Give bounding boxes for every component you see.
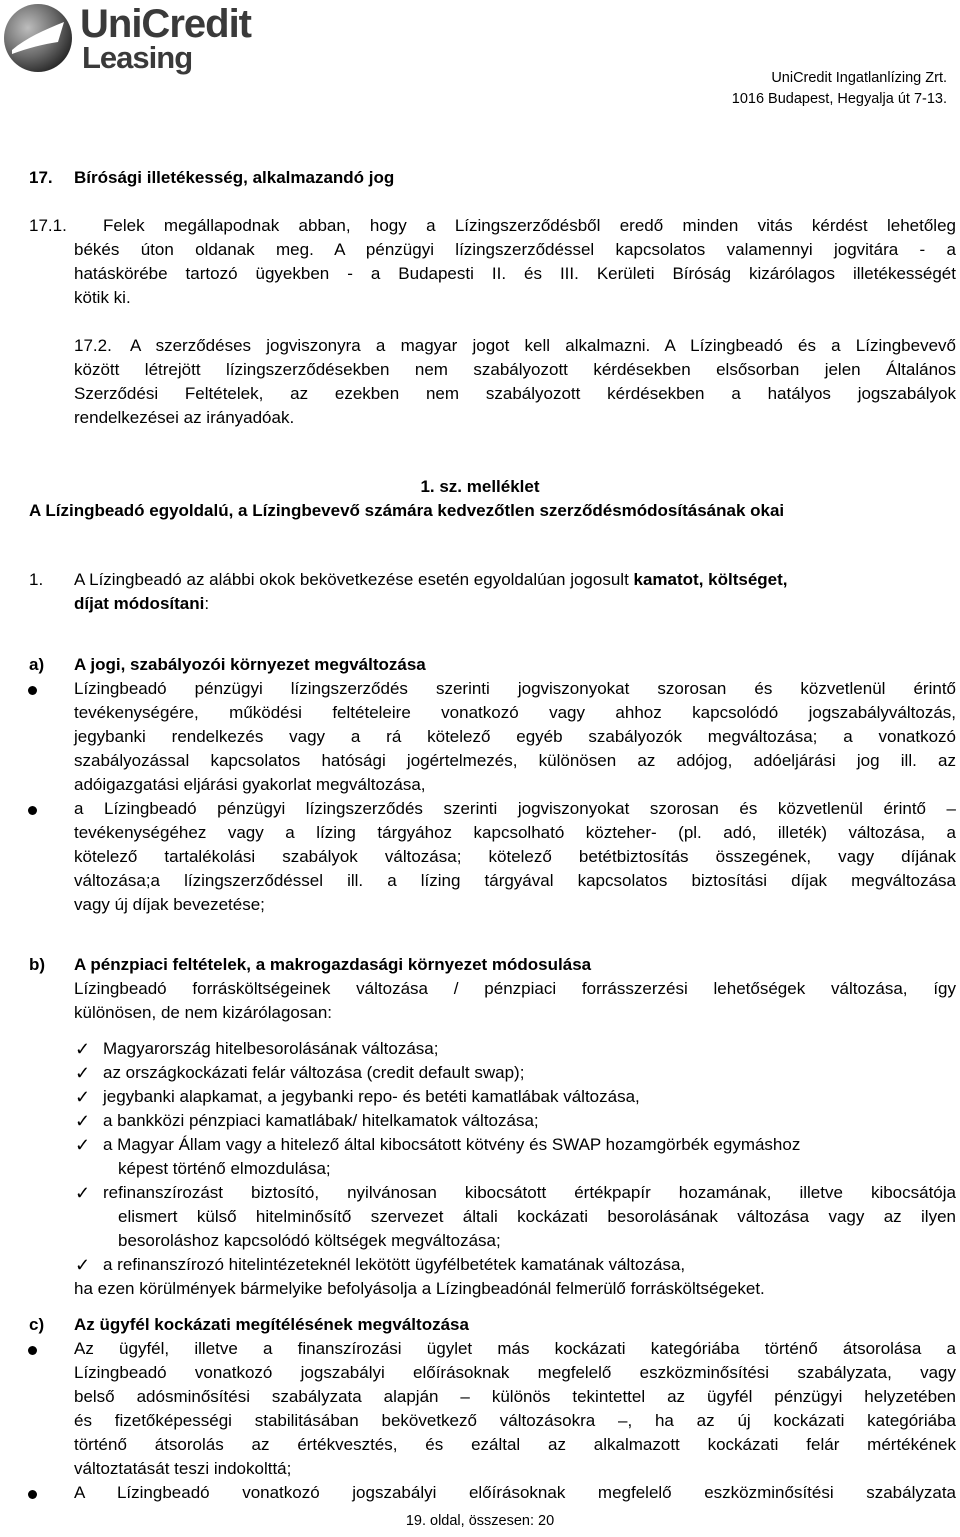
- section-a-bullet2-line: a Lízingbeadó pénzügyi lízingszerződés szerinti jogviszonyokat szorosan és közvetlenül érintő –: [74, 799, 956, 818]
- section-a-bullet2-line: kötelező tartalékolási szabályok változása; kötelező betétbiztosítás összegének, vagy díjának: [74, 847, 956, 866]
- logo-unicredit: UniCredit: [80, 2, 251, 46]
- section-b-list-item: a Magyar Állam vagy a hitelező által kibocsátott kötvény és SWAP hozamgörbék egymáshoz: [103, 1135, 801, 1154]
- company-header: [732, 68, 947, 110]
- paragraph-17-1-number: 17.1.: [29, 216, 67, 235]
- bullet-icon: [28, 806, 37, 815]
- paragraph-17-2-line: rendelkezései az irányadóak.: [74, 408, 295, 427]
- section-b-list-item: jegybanki alapkamat, a jegybanki repo- és betéti kamatlábak változása,: [103, 1087, 640, 1106]
- item-1-number: 1.: [29, 570, 44, 589]
- section-17-number: 17.: [29, 168, 53, 187]
- checkmark-icon: ✓: [75, 1111, 91, 1131]
- bullet-icon: [28, 686, 37, 695]
- paragraph-17-2-number: 17.2.: [74, 336, 112, 355]
- logo-leasing: Leasing: [82, 40, 193, 75]
- section-a-bullet1-line: szabályozással kapcsolatos hatósági jogértelmezés, különösen az adójog, adóeljárási jog ill. az: [74, 751, 956, 770]
- section-c-label: c): [29, 1315, 45, 1334]
- section-b-intro-line: különösen, de nem kizárólagosan:: [74, 1003, 332, 1022]
- section-c-title: Az ügyfél kockázati megítélésének megváltozása: [74, 1315, 469, 1334]
- section-c-bullet1-line: Lízingbeadó vonatkozó jogszabályi előírásoknak megfelelő eszközminősítési szabályzata, vagy: [74, 1363, 956, 1382]
- section-17-title: Bírósági illetékesség, alkalmazandó jog: [74, 168, 395, 187]
- paragraph-17-2-line: A szerződéses jogviszonyra a magyar jogot kell alkalmazni. A Lízingbeadó és a Lízingbevevő: [130, 336, 956, 355]
- section-a-title: A jogi, szabályozói környezet megváltozása: [74, 655, 426, 674]
- checkmark-icon: ✓: [75, 1183, 91, 1203]
- section-c-bullet1-line: történő átsorolás az értékvesztés, és ezáltal az alkalmazott kockázati felár mértékének: [74, 1435, 956, 1454]
- section-b-list-item: a bankközi pénzpiaci kamatlábak/ hitelkamatok változása;: [103, 1111, 539, 1130]
- paragraph-17-1-line: hatáskörébe tartozó ügyekben - a Budapesti II. és III. Kerületi Bíróság kizárólagos illetékességét: [74, 264, 956, 283]
- logo-sphere-icon: [2, 2, 74, 74]
- section-b-list-item-cont: elismert külső hitelminősítő szervezet általi kockázati besorolásának változása vagy az ilyen: [118, 1207, 956, 1226]
- section-b-list-item: a refinanszírozó hitelintézeteknél lekötött ügyfélbetétek kamatának változása,: [103, 1255, 686, 1274]
- section-b-list-item: Magyarország hitelbesorolásának változása;: [103, 1039, 439, 1058]
- paragraph-17-2-line: között létrejött lízingszerződésekben nem szabályozott kérdésekben elsősorban jelen Általános: [74, 360, 956, 379]
- section-b-list-item-cont: besoroláshoz kapcsolódó költségek megváltozása;: [118, 1231, 501, 1250]
- checkmark-icon: ✓: [75, 1039, 91, 1059]
- bullet-icon: [28, 1490, 37, 1499]
- paragraph-17-1-line: kötik ki.: [74, 288, 131, 307]
- section-b-label: b): [29, 955, 46, 974]
- section-a-bullet2-line: változása;a lízingszerződéssel ill. a lízing tárgyával kapcsolatos biztosítási díjak megváltozása: [74, 871, 956, 890]
- unicredit-leasing-logo: [2, 0, 251, 80]
- section-c-bullet1-line: belső adósminősítési szabályzata alapján – különös tekintettel az ügyfél pénzügyi helyzetében: [74, 1387, 956, 1406]
- section-c-bullet1-line: változtatását teszi indokolttá;: [74, 1459, 292, 1478]
- section-b-list-item: refinanszírozást biztosító, nyilvánosan kibocsátott értékpapír hozamának, illetve kibocsátója: [103, 1183, 956, 1202]
- section-a-bullet1-line: adóigazgatási eljárási gyakorlat megváltozása,: [74, 775, 426, 794]
- section-b-title: A pénzpiaci feltételek, a makrogazdasági környezet módosulása: [74, 955, 592, 974]
- page-footer: 19. oldal, összesen: 20: [405, 1513, 555, 1529]
- paragraph-17-1-line: békés úton oldanak meg. A pénzügyi lízingszerződéssel kapcsolatos valamennyi jogvitára - a: [74, 240, 956, 259]
- paragraph-17-1-line: Felek megállapodnak abban, hogy a Lízingszerződésből eredő minden vitás kérdést lehetőleg: [103, 216, 956, 235]
- section-a-bullet1-line: Lízingbeadó pénzügyi lízingszerződés szerinti jogviszonyokat szorosan és közvetlenül érintő: [74, 679, 956, 698]
- item-1-line2: díjat módosítani:: [74, 594, 210, 613]
- checkmark-icon: ✓: [75, 1135, 91, 1155]
- section-c-bullet2-line: A Lízingbeadó vonatkozó jogszabályi előírásoknak megfelelő eszközminősítési szabályzata: [74, 1483, 956, 1502]
- item-1-line1: A Lízingbeadó az alábbi okok bekövetkezése esetén egyoldalúan jogosult kamatot, költséget,: [74, 570, 788, 589]
- section-a-bullet1-line: tevékenységére, működési feltételeire vonatkozó vagy ahhoz kapcsolódó jogszabályváltozás,: [74, 703, 956, 722]
- section-a-bullet2-line: vagy új díjak bevezetése;: [74, 895, 265, 914]
- company-name: UniCredit Ingatlanlízing Zrt.: [771, 70, 947, 86]
- paragraph-17-2-line: Szerződési Feltételek, az ezekben nem szabályozott kérdésekben a hatályos jogszabályok: [74, 384, 956, 403]
- section-b-list-item-cont: képest történő elmozdulása;: [118, 1159, 331, 1178]
- annex-number: 1. sz. melléklet: [420, 477, 540, 496]
- section-b-list-item: az országkockázati felár változása (credit default swap);: [103, 1063, 525, 1082]
- bullet-icon: [28, 1346, 37, 1355]
- checkmark-icon: ✓: [75, 1255, 91, 1275]
- section-a-label: a): [29, 655, 45, 674]
- section-c-bullet1-line: és fizetőképességi stabilitásában bekövetkező változásokra –, ha az új kockázati kategóriába: [74, 1411, 956, 1430]
- section-b-intro-line: Lízingbeadó forrásköltségeinek változása / pénzpiaci forrásszerzési lehetőségek változása, így: [74, 979, 956, 998]
- section-b-closing: ha ezen körülmények bármelyike befolyásolja a Lízingbeadónál felmerülő forrásköltségeket.: [74, 1279, 765, 1298]
- checkmark-icon: ✓: [75, 1063, 91, 1083]
- section-c-bullet1-line: Az ügyfél, illetve a finanszírozási ügylet más kockázati kategóriába történő átsorolása a: [74, 1339, 956, 1358]
- annex-title: A Lízingbeadó egyoldalú, a Lízingbevevő számára kedvezőtlen szerződésmódosításának okai: [29, 501, 785, 520]
- section-a-bullet2-line: tevékenységéhez vagy a lízing tárgyához kapcsolható közteher- (pl. adó, illeték) változása, a: [74, 823, 956, 842]
- section-a-bullet1-line: jegybanki rendelkezés vagy a rá kötelező egyéb szabályozók megváltozása; a vonatkozó: [74, 727, 956, 746]
- checkmark-icon: ✓: [75, 1087, 91, 1107]
- company-address: 1016 Budapest, Hegyalja út 7-13.: [731, 91, 947, 107]
